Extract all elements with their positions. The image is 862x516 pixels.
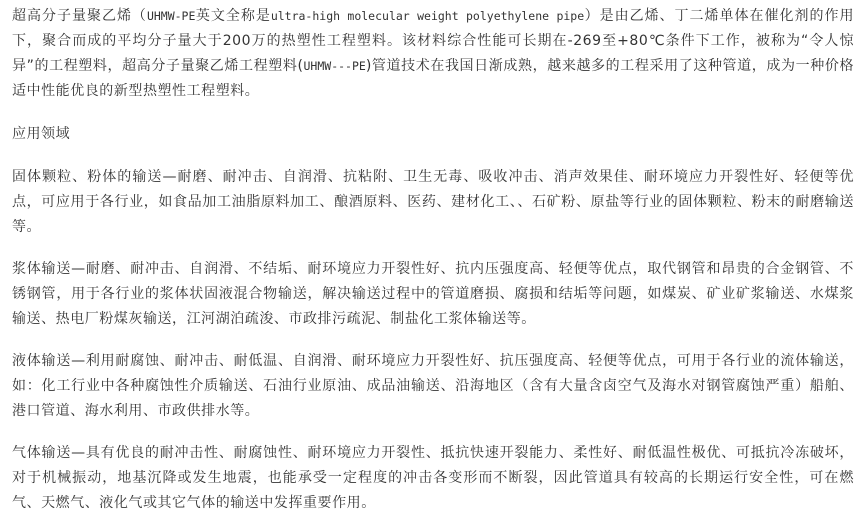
- section-heading: 应用领域: [12, 126, 71, 142]
- paragraph-gas-transport: 气体输送—具有优良的耐冲击性、耐腐蚀性、耐环境应力开裂性、抵抗快速开裂能力、柔性好、耐低温性极优、可抵抗冷冻破坏，对于机械振动，地基沉降或发生地震，也能承受一定程度的冲击各变形而不断裂，因此管道具有较高的长期运行安全性，可在燃气、天燃气、液化气或其它气体的输送中发挥重要作用。: [12, 445, 854, 511]
- intro-text-2: 英文全称是: [195, 8, 271, 24]
- intro-code-fullname: ultra-high molecular weight polyethylene pipe: [270, 9, 585, 23]
- paragraph-slurry-transport: 浆体输送—耐磨、耐冲击、自润滑、不结垢、耐环境应力开裂性好、抗内压强度高、轻便等优点，取代钢管和昂贵的合金钢管、不锈钢管，用于各行业的浆体状固液混合物输送，解决输送过程中的管道磨损、腐损和结垢等问题，如煤炭、矿业矿浆输送、水煤浆输送、热电厂粉煤灰输送，江河湖泊疏浚、市政排污疏泥、制盐化工浆体输送等。: [12, 261, 854, 327]
- paragraph-solid-transport: 固体颗粒、粉体的输送—耐磨、耐冲击、自润滑、抗粘附、卫生无毒、吸收冲击、消声效果佳、耐环境应力开裂性好、轻便等优点，可应用于各行业，如食品加工油脂原料加工、酿酒原料、医药、建材化工、、石矿粉、原盐等行业的固体颗粒、粉末的耐磨输送等。: [12, 169, 854, 235]
- intro-text-3: ）是由乙烯、丁二烯单体在催化剂的作用下，聚合而成的平均分子量大于200万的热塑性工程塑料。该材料综合性能可长期在-269至+80℃条件下工作，被称为“令人惊异”的工程塑料，超高分子量聚乙烯工程塑料(: [12, 8, 855, 74]
- intro-text-1: 超高分子量聚乙烯（: [12, 8, 147, 24]
- intro-code-abbreviation-2: UHMW---PE: [303, 59, 366, 73]
- intro-code-abbreviation: UHMW-PE: [146, 9, 196, 23]
- intro-paragraph: [12, 4, 854, 104]
- article-body: [12, 4, 854, 516]
- intro-text-4: )管道技术在我国日渐成熟，越来越多的工程采用了这种管道，成为一种价格适中性能优良的新型热塑性工程塑料。: [12, 58, 854, 99]
- paragraph-liquid-transport: 液体输送—利用耐腐蚀、耐冲击、耐低温、自润滑、耐环境应力开裂性好、抗压强度高、轻便等优点，可用于各行业的流体输送，如：化工行业中各种腐蚀性介质输送、石油行业原油、成品油输送、沿海地区（含有大量含卤空气及海水对钢管腐蚀严重）船舶、港口管道、海水利用、市政供排水等。: [12, 353, 854, 419]
